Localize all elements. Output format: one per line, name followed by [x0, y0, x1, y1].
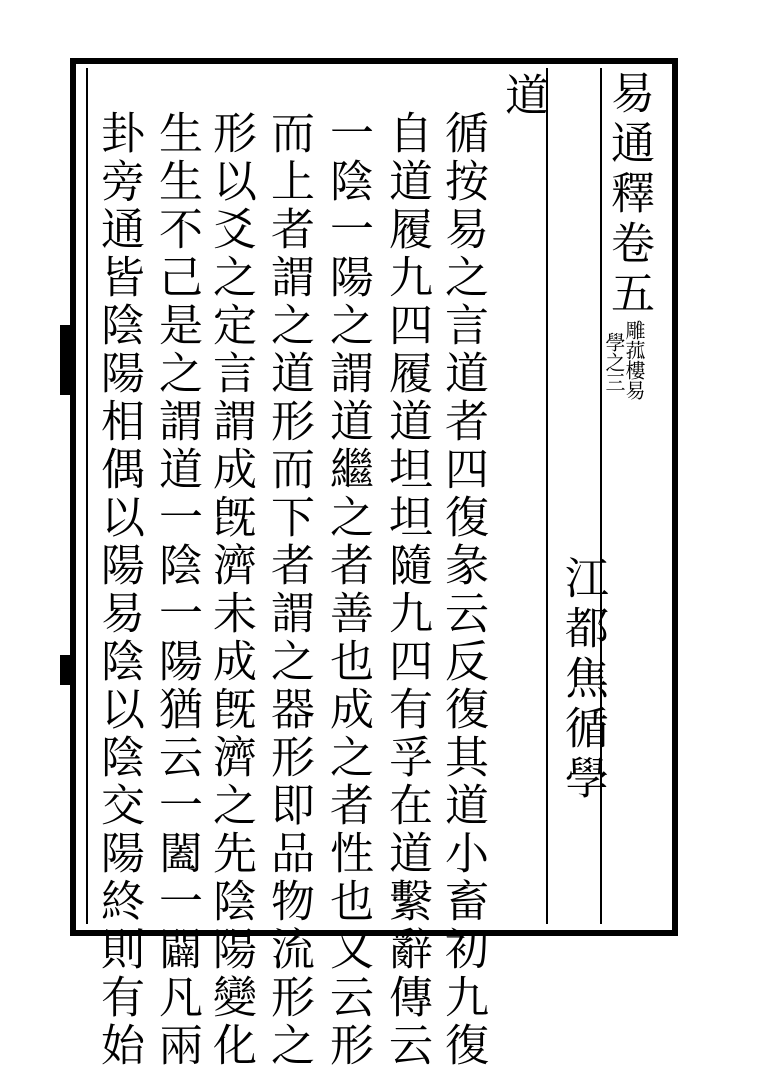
- book-title: 易通釋卷五: [603, 70, 654, 320]
- text-column-1: 循按易之言道者四復彖云反復其道小畜初九復: [437, 110, 488, 1070]
- text-column-6: 生生不己是之謂道一陰一陽猶云一闔一闢凡兩: [151, 110, 202, 1070]
- book-subtitle-2: [604, 332, 624, 392]
- book-subtitle: [624, 320, 644, 400]
- author-line: 江都焦循學: [557, 555, 608, 805]
- section-heading: 道: [497, 72, 548, 120]
- binding-mark-bottom: [60, 655, 74, 685]
- column-rule-author: [546, 68, 548, 924]
- subtitle-line-1: 雕菰樓易: [622, 320, 646, 400]
- binding-mark-top: [60, 325, 74, 395]
- text-column-7: 卦旁通皆陰陽相偶以陽易陰以陰交陽終則有始: [93, 110, 144, 1070]
- subtitle-line-2: 學之三: [602, 332, 626, 392]
- text-column-4: 而上者謂之道形而下者謂之器形即品物流形之: [263, 110, 314, 1070]
- text-column-2: 自道履九四履道坦坦隨九四有孚在道繫辭傳云: [381, 110, 432, 1070]
- text-column-3: 一陰一陽之謂道繼之者善也成之者性也又云形: [322, 110, 373, 1070]
- text-column-5: 形以爻之定言謂成旣濟未成旣濟之先陰陽變化: [205, 110, 256, 1070]
